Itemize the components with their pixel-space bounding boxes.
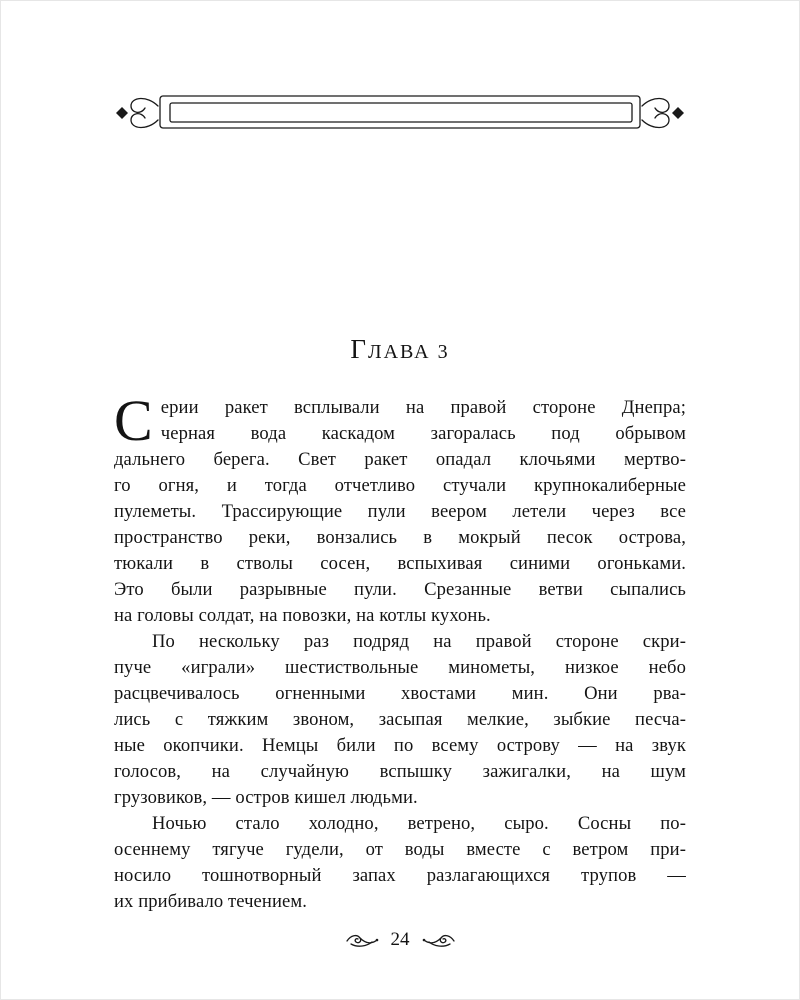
footer-flourish-right-icon: [422, 932, 456, 948]
body-text: [114, 388, 686, 915]
text-line: расцвечивалось огненными хвостами мин. Они рва-: [114, 683, 686, 704]
text-line: ные окопчики. Немцы били по всему острову — на звук: [114, 735, 686, 756]
text-line: пуче «играли» шестиствольные минометы, низкое небо: [114, 657, 686, 678]
text-line: голосов, на случайную вспышку зажигалки, на шум: [114, 761, 686, 782]
text-line: ерии ракет всплывали на правой стороне Днепра;: [160, 397, 686, 418]
header-ornament: [114, 90, 686, 136]
text-line: черная вода каскадом загоралась под обрывом: [160, 423, 686, 444]
chapter-heading-rest: ЛАВА 3: [368, 341, 450, 363]
text-line: пространство реки, вонзались в мокрый песок острова,: [114, 527, 686, 548]
drop-cap: С: [114, 388, 153, 453]
paragraph: [114, 811, 686, 915]
text-line: грузовиков, — остров кишел людьми.: [114, 787, 418, 808]
chapter-heading-initial: Г: [350, 334, 369, 364]
text-line: Это были разрывные пули. Срезанные ветви сыпались: [114, 579, 686, 600]
text-line: носило тошнотворный запах разлагающихся трупов —: [114, 865, 686, 886]
text-line: го огня, и тогда отчетливо стучали крупнокалиберные: [114, 475, 686, 496]
paragraph: [114, 629, 686, 811]
text-line: осеннему тягуче гудели, от воды вместе с ветром при-: [114, 839, 686, 860]
text-line: пулеметы. Трассирующие пули веером летели через все: [114, 501, 686, 522]
chapter-heading: [0, 334, 800, 367]
text-line: дальнего берега. Свет ракет опадал клочьями мертво-: [114, 449, 686, 470]
page-number: 24: [390, 929, 410, 950]
text-line: на головы солдат, на повозки, на котлы кухонь.: [114, 605, 491, 626]
ornament-frame-icon: [114, 90, 686, 136]
text-line: лись с тяжким звоном, засыпая мелкие, зыбкие песча-: [114, 709, 686, 730]
text-line: По нескольку раз подряд на правой стороне скри-: [152, 631, 686, 652]
text-line: их прибивало течением.: [114, 891, 307, 912]
page-footer: [0, 929, 800, 951]
footer-flourish-left-icon: [345, 932, 379, 948]
text-line: Ночью стало холодно, ветрено, сыро. Сосны по-: [152, 813, 686, 834]
text-line: тюкали в стволы сосен, вспыхивая синими огоньками.: [114, 553, 686, 574]
paragraph: [114, 388, 686, 629]
